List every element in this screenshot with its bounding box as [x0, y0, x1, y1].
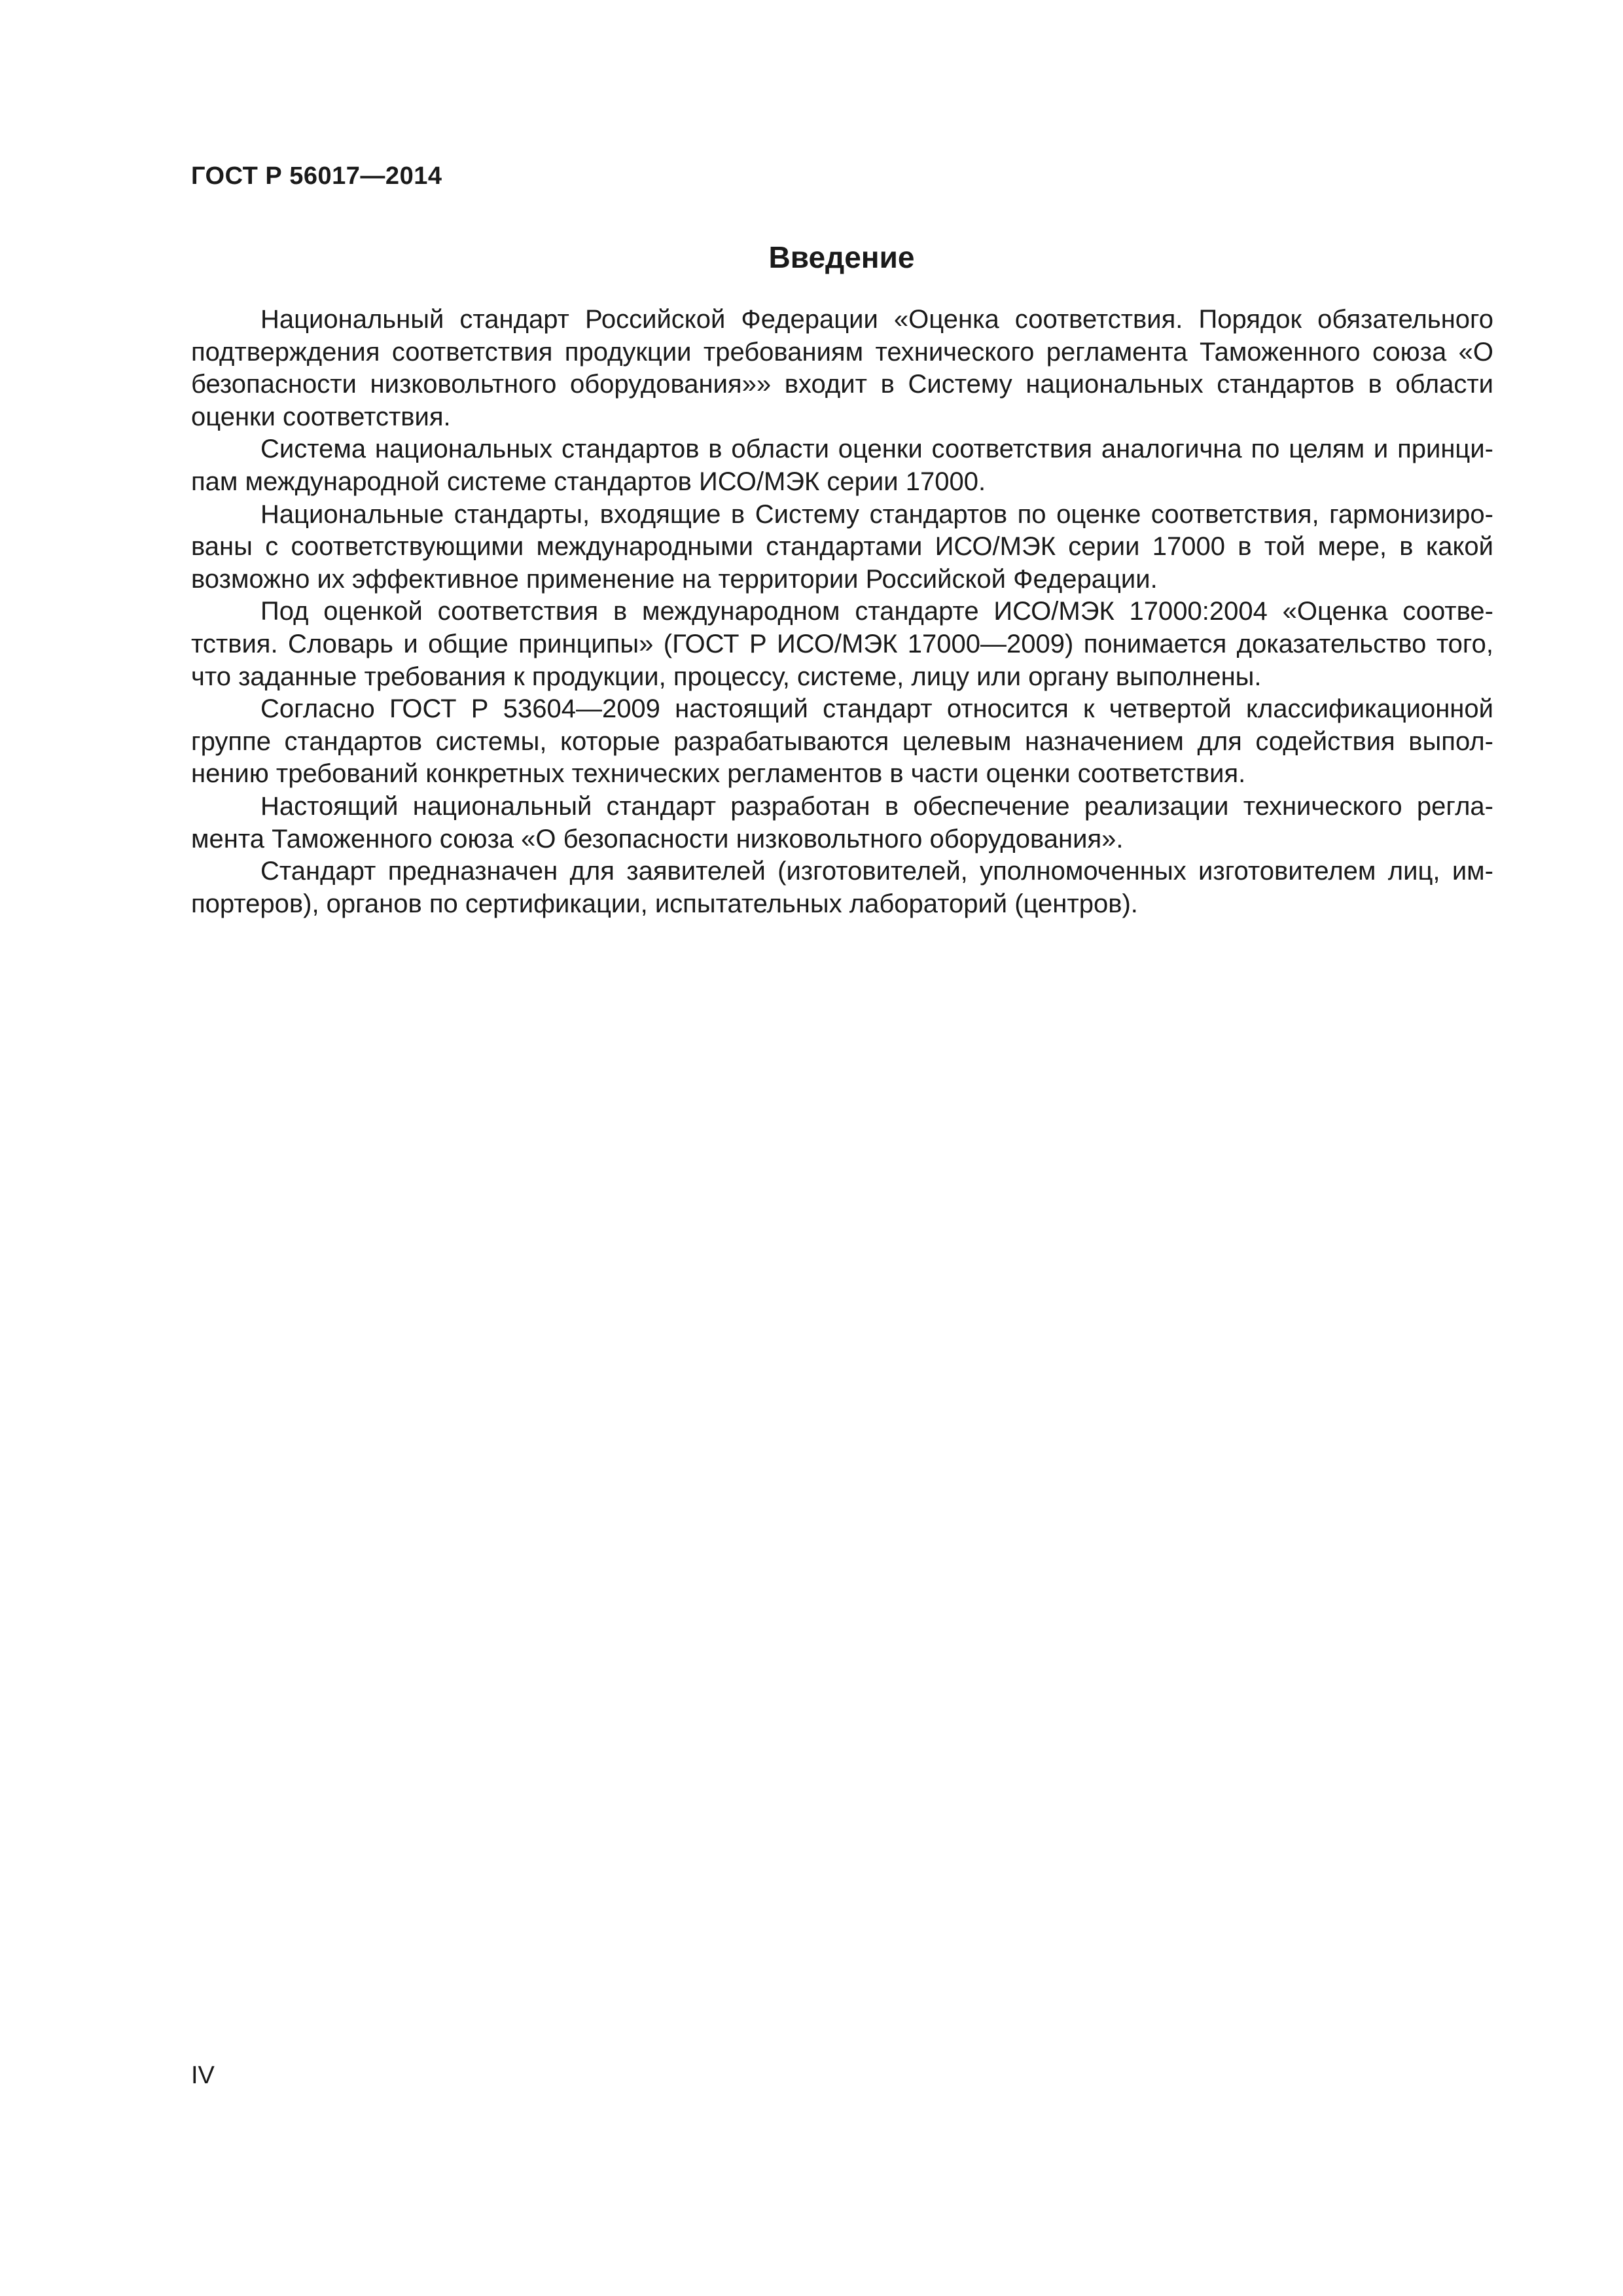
page-number: IV [191, 2062, 215, 2089]
paragraph-2: Система национальных стандартов в области оценки соответствия аналогична по целям и принципам международной системе стандартов ИСО/МЭК серии 17000. [191, 435, 1493, 496]
section-title: Введение [768, 240, 915, 274]
paragraph-5: Согласно ГОСТ Р 53604—2009 настоящий стандарт относится к четвертой классификационной группе стандартов системы, которые разрабатываются целевым назначением для содействия выполнению требований конкретных технических регламентов в части оценки соответствия. [191, 694, 1493, 789]
paragraph-1: Национальный стандарт Российской Федерации «Оценка соответствия. Порядок обязательного подтверждения соответствия продукции требованиям технического регламента Таможенного союза «О безопасности низковольтного оборудования»» входит в Систему национальных стандартов в области оценки соответствия. [191, 305, 1493, 431]
paragraph-6: Настоящий национальный стандарт разработан в обеспечение реализации технического регламента Таможенного союза «О безопасности низковольтного оборудования». [191, 791, 1493, 853]
paragraph-3: Национальные стандарты, входящие в Систему стандартов по оценке соответствия, гармонизированы с соответствующими международными стандартами ИСО/МЭК серии 17000 в той мере, в какой возможно их эффективное применение на территории Российской Федерации. [191, 499, 1493, 594]
document-header-standard-number: ГОСТ Р 56017—2014 [191, 162, 442, 190]
paragraph-4: Под оценкой соответствия в международном стандарте ИСО/МЭК 17000:2004 «Оценка соответствия. Словарь и общие принципы» (ГОСТ Р ИСО/МЭК 17000—2009) понимается доказательство того, что заданные требования к продукции, процессу, системе, лицу или органу выполнены. [191, 597, 1493, 691]
paragraph-7: Стандарт предназначен для заявителей (изготовителей, уполномоченных изготовителем лиц, импортеров), органов по сертификации, испытательных лабораторий (центров). [191, 857, 1493, 918]
introduction-body [191, 304, 1493, 920]
